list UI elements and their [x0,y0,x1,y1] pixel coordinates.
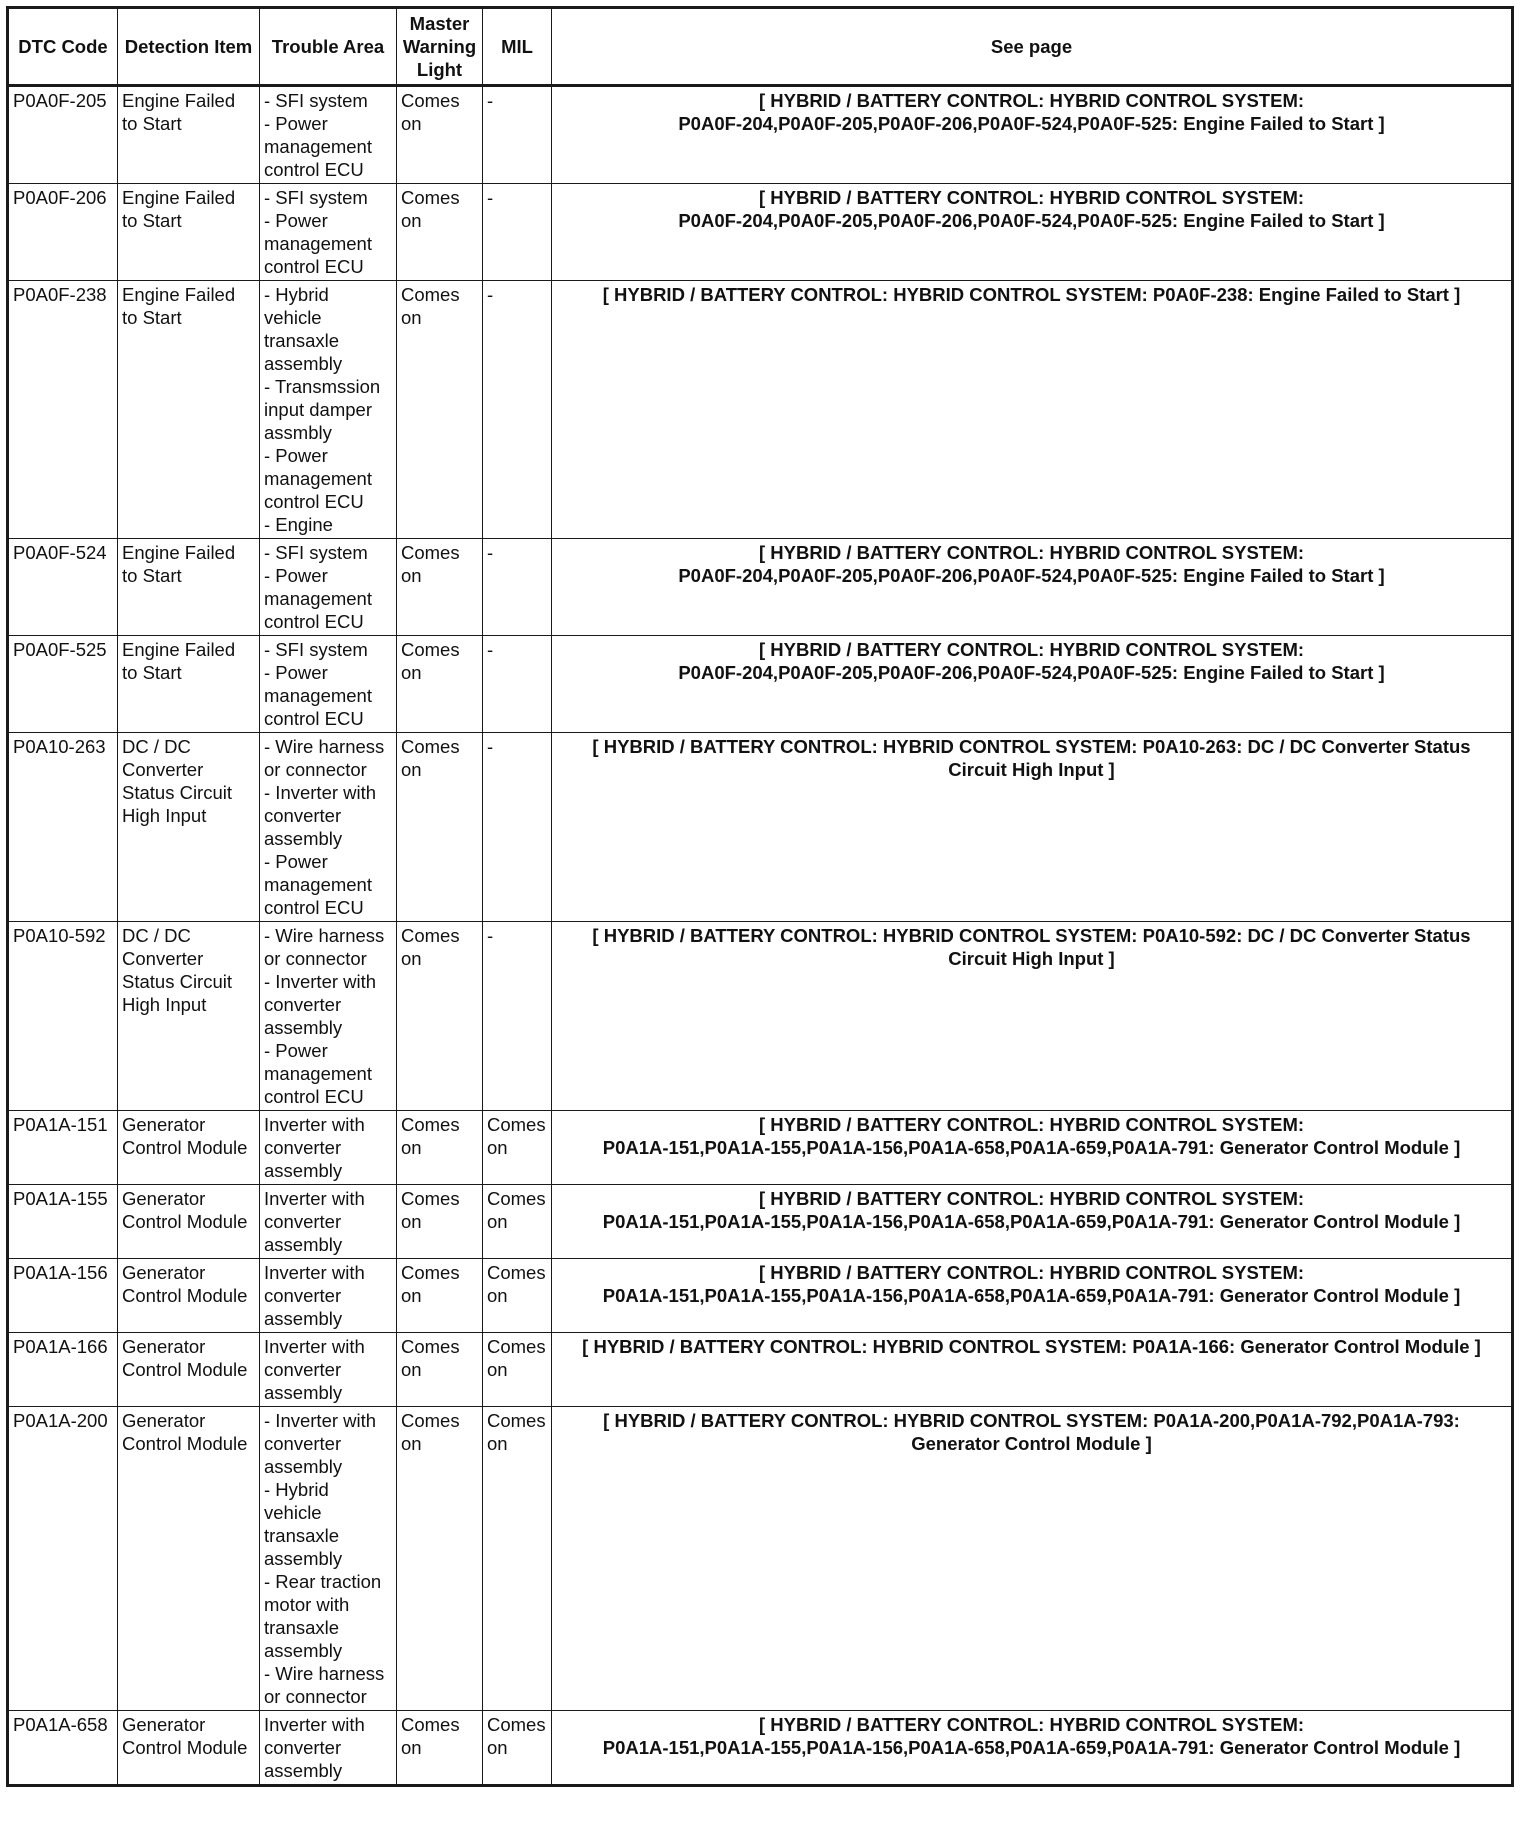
detection-item-cell: Generator Control Module [118,1407,260,1711]
table-header [8,8,1513,86]
detection-item-cell: Generator Control Module [118,1333,260,1407]
dtc-code-cell: P0A1A-156 [8,1259,118,1333]
mil-cell: - [483,733,552,922]
master-warning-cell: Comes on [397,184,483,281]
mil-cell: Comes on [483,1259,552,1333]
master-warning-cell: Comes on [397,86,483,184]
trouble-area-cell: Inverter with converter assembly [260,1711,397,1786]
see-page-link[interactable]: [ HYBRID / BATTERY CONTROL: HYBRID CONTROL SYSTEM: P0A10-263: DC / DC Converter Status Circuit High Input ] [552,733,1513,922]
trouble-area-cell: Inverter with converter assembly [260,1259,397,1333]
see-page-link[interactable]: [ HYBRID / BATTERY CONTROL: HYBRID CONTROL SYSTEM: P0A0F-204,P0A0F-205,P0A0F-206,P0A0F-524,P0A0F-525: Engine Failed to Start ] [552,636,1513,733]
mil-cell: - [483,922,552,1111]
header-dtc-code: DTC Code [8,8,118,86]
see-page-link[interactable]: [ HYBRID / BATTERY CONTROL: HYBRID CONTROL SYSTEM: P0A0F-204,P0A0F-205,P0A0F-206,P0A0F-524,P0A0F-525: Engine Failed to Start ] [552,184,1513,281]
see-page-link[interactable]: [ HYBRID / BATTERY CONTROL: HYBRID CONTROL SYSTEM: P0A0F-204,P0A0F-205,P0A0F-206,P0A0F-524,P0A0F-525: Engine Failed to Start ] [552,539,1513,636]
mil-cell: Comes on [483,1333,552,1407]
master-warning-cell: Comes on [397,1711,483,1786]
master-warning-cell: Comes on [397,1333,483,1407]
table-row [8,1407,1513,1711]
dtc-table [6,6,1514,1787]
table-body [8,86,1513,1786]
trouble-area-cell: Inverter with converter assembly [260,1111,397,1185]
master-warning-cell: Comes on [397,281,483,539]
see-page-link[interactable]: [ HYBRID / BATTERY CONTROL: HYBRID CONTROL SYSTEM: P0A0F-204,P0A0F-205,P0A0F-206,P0A0F-524,P0A0F-525: Engine Failed to Start ] [552,86,1513,184]
detection-item-cell: Engine Failed to Start [118,281,260,539]
detection-item-cell: Engine Failed to Start [118,539,260,636]
table-row [8,1185,1513,1259]
trouble-area-cell: Inverter with converter assembly [260,1185,397,1259]
trouble-area-cell: - SFI system - Power management control ECU [260,636,397,733]
trouble-area-cell: - SFI system - Power management control ECU [260,86,397,184]
master-warning-cell: Comes on [397,922,483,1111]
table-row [8,636,1513,733]
table-row [8,86,1513,184]
table-row [8,922,1513,1111]
table-row [8,1333,1513,1407]
mil-cell: Comes on [483,1407,552,1711]
table-row [8,1111,1513,1185]
master-warning-cell: Comes on [397,1111,483,1185]
see-page-link[interactable]: [ HYBRID / BATTERY CONTROL: HYBRID CONTROL SYSTEM: P0A1A-151,P0A1A-155,P0A1A-156,P0A1A-658,P0A1A-659,P0A1A-791: Generator Control Module ] [552,1185,1513,1259]
header-master-warning-light: Master Warning Light [397,8,483,86]
see-page-link[interactable]: [ HYBRID / BATTERY CONTROL: HYBRID CONTROL SYSTEM: P0A1A-151,P0A1A-155,P0A1A-156,P0A1A-658,P0A1A-659,P0A1A-791: Generator Control Module ] [552,1111,1513,1185]
header-mil: MIL [483,8,552,86]
header-detection-item: Detection Item [118,8,260,86]
see-page-link[interactable]: [ HYBRID / BATTERY CONTROL: HYBRID CONTROL SYSTEM: P0A10-592: DC / DC Converter Status Circuit High Input ] [552,922,1513,1111]
detection-item-cell: Engine Failed to Start [118,636,260,733]
trouble-area-cell: - SFI system - Power management control ECU [260,539,397,636]
master-warning-cell: Comes on [397,539,483,636]
see-page-link[interactable]: [ HYBRID / BATTERY CONTROL: HYBRID CONTROL SYSTEM: P0A0F-238: Engine Failed to Start ] [552,281,1513,539]
mil-cell: - [483,539,552,636]
table-row [8,1259,1513,1333]
trouble-area-cell: - Hybrid vehicle transaxle assembly - Transmssion input damper assmbly - Power management control ECU - Engine [260,281,397,539]
trouble-area-cell: - Wire harness or connector - Inverter with converter assembly - Power management control ECU [260,922,397,1111]
table-row [8,281,1513,539]
detection-item-cell: Engine Failed to Start [118,184,260,281]
dtc-code-cell: P0A0F-524 [8,539,118,636]
table-row [8,184,1513,281]
mil-cell: - [483,184,552,281]
header-row [8,8,1513,86]
dtc-code-cell: P0A0F-205 [8,86,118,184]
trouble-area-cell: - SFI system - Power management control ECU [260,184,397,281]
dtc-code-cell: P0A0F-525 [8,636,118,733]
dtc-code-cell: P0A0F-238 [8,281,118,539]
table-row [8,539,1513,636]
master-warning-cell: Comes on [397,1185,483,1259]
see-page-link[interactable]: [ HYBRID / BATTERY CONTROL: HYBRID CONTROL SYSTEM: P0A1A-166: Generator Control Module ] [552,1333,1513,1407]
mil-cell: - [483,281,552,539]
mil-cell: - [483,636,552,733]
master-warning-cell: Comes on [397,1259,483,1333]
trouble-area-cell: - Inverter with converter assembly - Hybrid vehicle transaxle assembly - Rear traction motor with transaxle assembly - Wire harness or connector [260,1407,397,1711]
mil-cell: Comes on [483,1711,552,1786]
table-row [8,733,1513,922]
master-warning-cell: Comes on [397,733,483,922]
mil-cell: Comes on [483,1111,552,1185]
page [6,6,1511,1787]
table-row [8,1711,1513,1786]
dtc-code-cell: P0A0F-206 [8,184,118,281]
mil-cell: Comes on [483,1185,552,1259]
detection-item-cell: Generator Control Module [118,1711,260,1786]
dtc-code-cell: P0A1A-166 [8,1333,118,1407]
detection-item-cell: DC / DC Converter Status Circuit High Input [118,733,260,922]
master-warning-cell: Comes on [397,1407,483,1711]
detection-item-cell: DC / DC Converter Status Circuit High Input [118,922,260,1111]
see-page-link[interactable]: [ HYBRID / BATTERY CONTROL: HYBRID CONTROL SYSTEM: P0A1A-151,P0A1A-155,P0A1A-156,P0A1A-658,P0A1A-659,P0A1A-791: Generator Control Module ] [552,1711,1513,1786]
header-trouble-area: Trouble Area [260,8,397,86]
detection-item-cell: Generator Control Module [118,1185,260,1259]
dtc-code-cell: P0A10-592 [8,922,118,1111]
detection-item-cell: Generator Control Module [118,1259,260,1333]
see-page-link[interactable]: [ HYBRID / BATTERY CONTROL: HYBRID CONTROL SYSTEM: P0A1A-151,P0A1A-155,P0A1A-156,P0A1A-658,P0A1A-659,P0A1A-791: Generator Control Module ] [552,1259,1513,1333]
trouble-area-cell: - Wire harness or connector - Inverter with converter assembly - Power management control ECU [260,733,397,922]
dtc-code-cell: P0A1A-155 [8,1185,118,1259]
header-see-page: See page [552,8,1513,86]
dtc-code-cell: P0A1A-151 [8,1111,118,1185]
mil-cell: - [483,86,552,184]
dtc-code-cell: P0A10-263 [8,733,118,922]
trouble-area-cell: Inverter with converter assembly [260,1333,397,1407]
see-page-link[interactable]: [ HYBRID / BATTERY CONTROL: HYBRID CONTROL SYSTEM: P0A1A-200,P0A1A-792,P0A1A-793: Generator Control Module ] [552,1407,1513,1711]
detection-item-cell: Engine Failed to Start [118,86,260,184]
detection-item-cell: Generator Control Module [118,1111,260,1185]
dtc-code-cell: P0A1A-658 [8,1711,118,1786]
dtc-code-cell: P0A1A-200 [8,1407,118,1711]
master-warning-cell: Comes on [397,636,483,733]
